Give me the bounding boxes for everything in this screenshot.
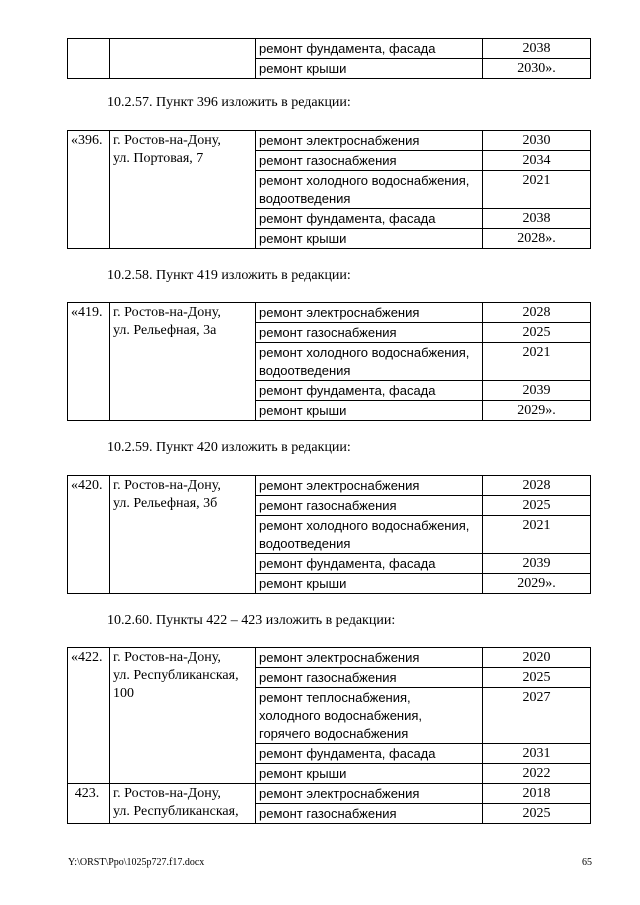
work-cell: ремонт электроснабжения [256,131,483,151]
work-cell: ремонт фундамента, фасада [256,744,483,764]
table-row [68,476,591,496]
table-continuation [67,38,591,79]
year-cell: 2022 [483,764,591,784]
work-cell [256,171,483,209]
address-line: г. Ростов-на-Дону, [113,478,221,493]
year-cell: 2039 [483,554,591,574]
work-cell: ремонт газоснабжения [256,668,483,688]
number-cell: «419. [68,303,110,421]
address-cell [110,303,256,421]
table-item-419 [67,302,591,421]
work-line: водоотведения [259,536,351,551]
work-cell: ремонт газоснабжения [256,151,483,171]
work-cell: ремонт крыши [256,59,483,79]
year-cell: 2025 [483,804,591,824]
year-cell: 2028 [483,476,591,496]
address-line: ул. Портовая, 7 [113,151,204,166]
number-cell: «420. [68,476,110,594]
footer-file-path: Y:\ORST\Ppo\1025p727.f17.docx [68,857,205,868]
year-cell: 2021 [483,171,591,209]
address-line: ул. Республиканская, [113,804,239,819]
work-line: водоотведения [259,363,351,378]
year-cell: 2027 [483,688,591,744]
table-row [68,39,591,59]
work-line: горячего водоснабжения [259,726,409,741]
work-line: холодного водоснабжения, [259,708,423,723]
year-cell: 2029». [483,401,591,421]
work-cell: ремонт газоснабжения [256,804,483,824]
year-cell: 2030». [483,59,591,79]
work-cell: ремонт крыши [256,764,483,784]
work-cell: ремонт газоснабжения [256,323,483,343]
year-cell: 2021 [483,343,591,381]
address-line: ул. Республиканская, [113,668,239,683]
year-cell: 2038 [483,39,591,59]
address-line: г. Ростов-на-Дону, [113,133,221,148]
address-cell [110,784,256,824]
address-line: г. Ростов-на-Дону, [113,305,221,320]
year-cell: 2025 [483,668,591,688]
address-line: г. Ростов-на-Дону, [113,650,221,665]
table-items-422-423 [67,647,591,824]
table-row [68,648,591,668]
work-line: ремонт холодного водоснабжения, [259,173,470,188]
number-cell: «422. [68,648,110,784]
work-cell [256,516,483,554]
footer-page-number: 65 [582,857,592,868]
number-cell: 423. [68,784,110,824]
section-heading: 10.2.58. Пункт 419 изложить в редакции: [107,268,351,283]
address-line: г. Ростов-на-Дону, [113,786,221,801]
section-heading: 10.2.57. Пункт 396 изложить в редакции: [107,95,351,110]
year-cell: 2031 [483,744,591,764]
work-line: водоотведения [259,191,351,206]
work-cell: ремонт фундамента, фасада [256,209,483,229]
section-heading: 10.2.60. Пункты 422 – 423 изложить в редакции: [107,613,396,628]
work-cell: ремонт фундамента, фасада [256,39,483,59]
address-line: ул. Рельефная, 3а [113,323,217,338]
work-cell: ремонт электроснабжения [256,648,483,668]
table-item-420 [67,475,591,594]
table-row [68,303,591,323]
work-line: ремонт холодного водоснабжения, [259,345,470,360]
year-cell: 2021 [483,516,591,554]
table-row [68,131,591,151]
table-item-396 [67,130,591,249]
year-cell: 2039 [483,381,591,401]
work-cell: ремонт электроснабжения [256,784,483,804]
year-cell: 2029». [483,574,591,594]
year-cell: 2038 [483,209,591,229]
work-line: ремонт теплоснабжения, [259,690,411,705]
work-cell: ремонт фундамента, фасада [256,381,483,401]
address-line: 100 [113,686,134,701]
work-cell: ремонт крыши [256,574,483,594]
address-cell [110,39,256,79]
work-cell: ремонт крыши [256,401,483,421]
address-cell [110,476,256,594]
number-cell: «396. [68,131,110,249]
work-cell: ремонт крыши [256,229,483,249]
year-cell: 2018 [483,784,591,804]
work-cell [256,343,483,381]
number-cell [68,39,110,79]
section-heading: 10.2.59. Пункт 420 изложить в редакции: [107,440,351,455]
year-cell: 2028 [483,303,591,323]
year-cell: 2028». [483,229,591,249]
work-line: ремонт холодного водоснабжения, [259,518,470,533]
work-cell: ремонт электроснабжения [256,303,483,323]
address-cell [110,648,256,784]
year-cell: 2025 [483,496,591,516]
year-cell: 2025 [483,323,591,343]
work-cell: ремонт газоснабжения [256,496,483,516]
table-row [68,784,591,804]
year-cell: 2030 [483,131,591,151]
year-cell: 2034 [483,151,591,171]
work-cell: ремонт фундамента, фасада [256,554,483,574]
work-cell [256,688,483,744]
year-cell: 2020 [483,648,591,668]
address-cell [110,131,256,249]
work-cell: ремонт электроснабжения [256,476,483,496]
address-line: ул. Рельефная, 3б [113,496,218,511]
